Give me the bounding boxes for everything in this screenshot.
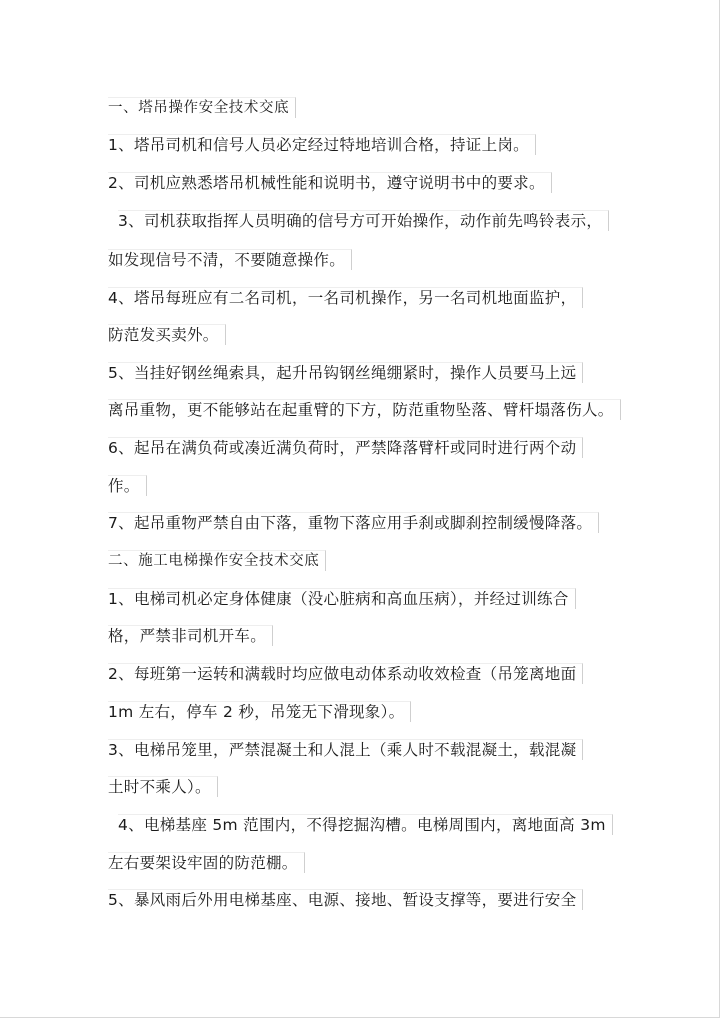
- text-line: 4、塔吊每班应有二名司机，一名司机操作，另一名司机地面监护，: [108, 287, 583, 308]
- text-line: 7、起吊重物严禁自由下落，重物下落应用手刹或脚刹控制缓慢降落。: [108, 512, 599, 533]
- text-line: 离吊重物，更不能够站在起重臂的下方，防范重物坠落、臂杆塌落伤人。: [108, 399, 621, 420]
- text-line: 1m 左右，停车 2 秒，吊笼无下滑现象）。: [108, 701, 411, 722]
- text-line: 1、电梯司机必定身体健康（没心脏病和高血压病），并经过训练合: [108, 588, 576, 609]
- text-line: 2、司机应熟悉塔吊机械性能和说明书，遵守说明书中的要求。: [108, 172, 552, 193]
- text-line: 6、起吊在满负荷或凑近满负荷时，严禁降落臂杆或同时进行两个动: [108, 437, 583, 458]
- text-line: 3、司机获取指挥人员明确的信号方可开始操作，动作前先鸣铃表示，: [118, 210, 609, 231]
- text-line: 5、暴风雨后外用电梯基座、电源、接地、暂设支撑等，要进行安全: [108, 889, 583, 910]
- text-line: 土时不乘人）。: [108, 776, 218, 797]
- text-line: 5、当挂好钢丝绳索具，起升吊钩钢丝绳绷紧时，操作人员要马上远: [108, 362, 583, 383]
- section-heading-construction-elevator: 二、施工电梯操作安全技术交底: [108, 550, 326, 571]
- text-line: 3、电梯吊笼里，严禁混凝土和人混上（乘人时不载混凝土，载混凝: [108, 739, 583, 760]
- text-line: 左右要架设牢固的防范棚。: [108, 852, 305, 873]
- section-heading-tower-crane: 一、塔吊操作安全技术交底: [108, 97, 296, 118]
- text-line: 2、每班第一运转和满载时均应做电动体系动收效检查（吊笼离地面: [108, 663, 583, 684]
- text-line: 4、电梯基座 5m 范围内，不得挖掘沟槽。电梯周围内，离地面高 3m: [118, 814, 613, 835]
- text-line: 格，严禁非司机开车。: [108, 625, 273, 646]
- text-line: 作。: [108, 475, 147, 496]
- text-line: 如发现信号不清，不要随意操作。: [108, 249, 352, 270]
- text-line: 防范发买卖外。: [108, 324, 226, 345]
- text-line: 1、塔吊司机和信号人员必定经过特地培训合格，持证上岗。: [108, 134, 536, 155]
